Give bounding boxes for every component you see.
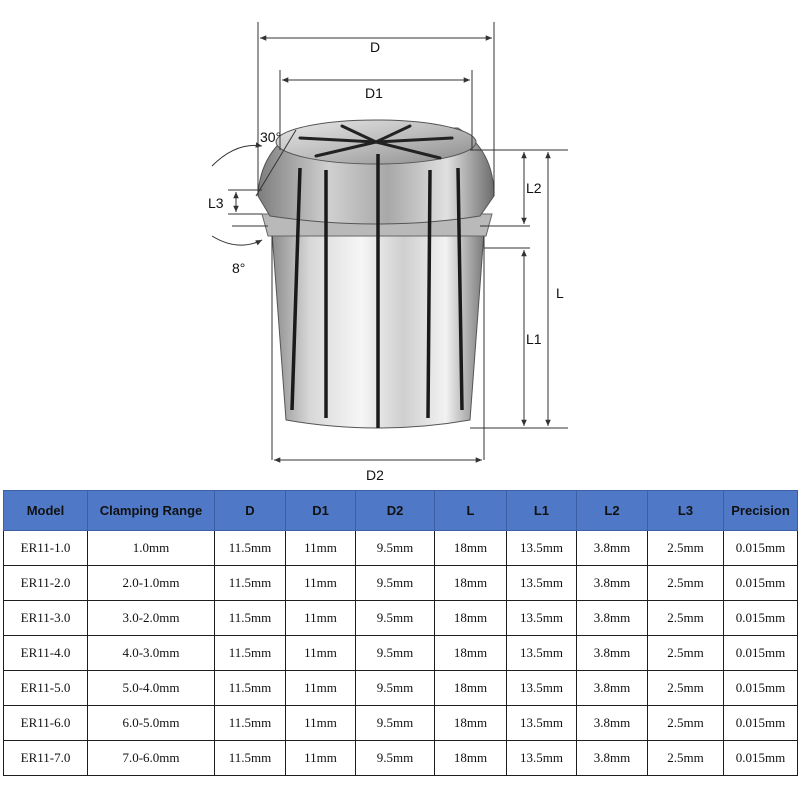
table-cell: 2.5mm [648, 706, 724, 741]
table-cell: 11mm [286, 636, 356, 671]
table-cell: 13.5mm [507, 531, 577, 566]
table-cell: 3.8mm [577, 636, 648, 671]
table-cell: 1.0mm [88, 531, 215, 566]
table-cell: 11.5mm [215, 566, 286, 601]
table-cell: 18mm [435, 706, 507, 741]
table-cell: 2.5mm [648, 601, 724, 636]
table-cell: 2.5mm [648, 741, 724, 776]
table-cell: 2.5mm [648, 636, 724, 671]
table-cell: 9.5mm [356, 636, 435, 671]
table-cell: 11mm [286, 531, 356, 566]
column-header: Model [4, 491, 88, 531]
column-header: L [435, 491, 507, 531]
table-cell: 2.5mm [648, 531, 724, 566]
column-header: Clamping Range [88, 491, 215, 531]
table-cell: 13.5mm [507, 566, 577, 601]
table-cell: 13.5mm [507, 706, 577, 741]
table-cell: 18mm [435, 671, 507, 706]
table-cell: 0.015mm [724, 566, 798, 601]
table-cell: 11.5mm [215, 636, 286, 671]
label-L1: L1 [526, 331, 542, 347]
table-row [4, 706, 798, 741]
label-L: L [556, 285, 564, 301]
label-angle-8: 8° [232, 260, 246, 276]
table-cell: 2.5mm [648, 566, 724, 601]
column-header: L1 [507, 491, 577, 531]
table-cell: 3.8mm [577, 601, 648, 636]
table-cell: 13.5mm [507, 671, 577, 706]
table-row [4, 566, 798, 601]
table-cell: 11mm [286, 671, 356, 706]
label-D2: D2 [366, 467, 384, 483]
table-cell: 4.0-3.0mm [88, 636, 215, 671]
table-cell: 2.5mm [648, 671, 724, 706]
column-header: D2 [356, 491, 435, 531]
table-cell: 18mm [435, 601, 507, 636]
table-cell: 11.5mm [215, 706, 286, 741]
table-cell: 3.0-2.0mm [88, 601, 215, 636]
table-cell: 3.8mm [577, 566, 648, 601]
table-cell: ER11-4.0 [4, 636, 88, 671]
table-cell: 5.0-4.0mm [88, 671, 215, 706]
table-row [4, 741, 798, 776]
table-cell: 18mm [435, 531, 507, 566]
table-header-row [4, 491, 798, 531]
label-D1: D1 [365, 85, 383, 101]
label-L2: L2 [526, 180, 542, 196]
table-cell: ER11-5.0 [4, 671, 88, 706]
table-cell: 6.0-5.0mm [88, 706, 215, 741]
table-cell: 0.015mm [724, 531, 798, 566]
label-angle-30: 30° [260, 129, 282, 145]
table-cell: 11mm [286, 566, 356, 601]
column-header: D1 [286, 491, 356, 531]
table-row [4, 636, 798, 671]
table-cell: 3.8mm [577, 531, 648, 566]
table-cell: ER11-2.0 [4, 566, 88, 601]
table-cell: 18mm [435, 741, 507, 776]
table-cell: 3.8mm [577, 741, 648, 776]
collet-illustration [258, 120, 494, 428]
table-cell: 13.5mm [507, 741, 577, 776]
table-cell: 11.5mm [215, 531, 286, 566]
table-row [4, 671, 798, 706]
column-header: Precision [724, 491, 798, 531]
table-row [4, 531, 798, 566]
table-cell: ER11-1.0 [4, 531, 88, 566]
table-cell: 11mm [286, 706, 356, 741]
table-cell: 2.0-1.0mm [88, 566, 215, 601]
table-cell: 9.5mm [356, 531, 435, 566]
table-cell: 18mm [435, 566, 507, 601]
table-cell: 3.8mm [577, 706, 648, 741]
table-cell: 11.5mm [215, 601, 286, 636]
table-cell: ER11-6.0 [4, 706, 88, 741]
table-cell: 13.5mm [507, 601, 577, 636]
table-cell: 7.0-6.0mm [88, 741, 215, 776]
table-cell: 11mm [286, 601, 356, 636]
table-cell: ER11-3.0 [4, 601, 88, 636]
table-cell: 9.5mm [356, 671, 435, 706]
table-cell: 13.5mm [507, 636, 577, 671]
table-cell: 11.5mm [215, 741, 286, 776]
label-L3: L3 [208, 195, 224, 211]
table-cell: 0.015mm [724, 741, 798, 776]
table-cell: 18mm [435, 636, 507, 671]
column-header: L3 [648, 491, 724, 531]
table-cell: 9.5mm [356, 566, 435, 601]
table-cell: 0.015mm [724, 636, 798, 671]
table-cell: 9.5mm [356, 706, 435, 741]
spec-table [3, 490, 798, 776]
table-cell: 0.015mm [724, 601, 798, 636]
table-cell: ER11-7.0 [4, 741, 88, 776]
table-body [4, 531, 798, 776]
column-header: D [215, 491, 286, 531]
table-row [4, 601, 798, 636]
table-cell: 11mm [286, 741, 356, 776]
column-header: L2 [577, 491, 648, 531]
table-cell: 9.5mm [356, 741, 435, 776]
table-cell: 0.015mm [724, 706, 798, 741]
table-cell: 3.8mm [577, 671, 648, 706]
table-cell: 11.5mm [215, 671, 286, 706]
table-cell: 0.015mm [724, 671, 798, 706]
label-D: D [369, 39, 381, 55]
table-cell: 9.5mm [356, 601, 435, 636]
